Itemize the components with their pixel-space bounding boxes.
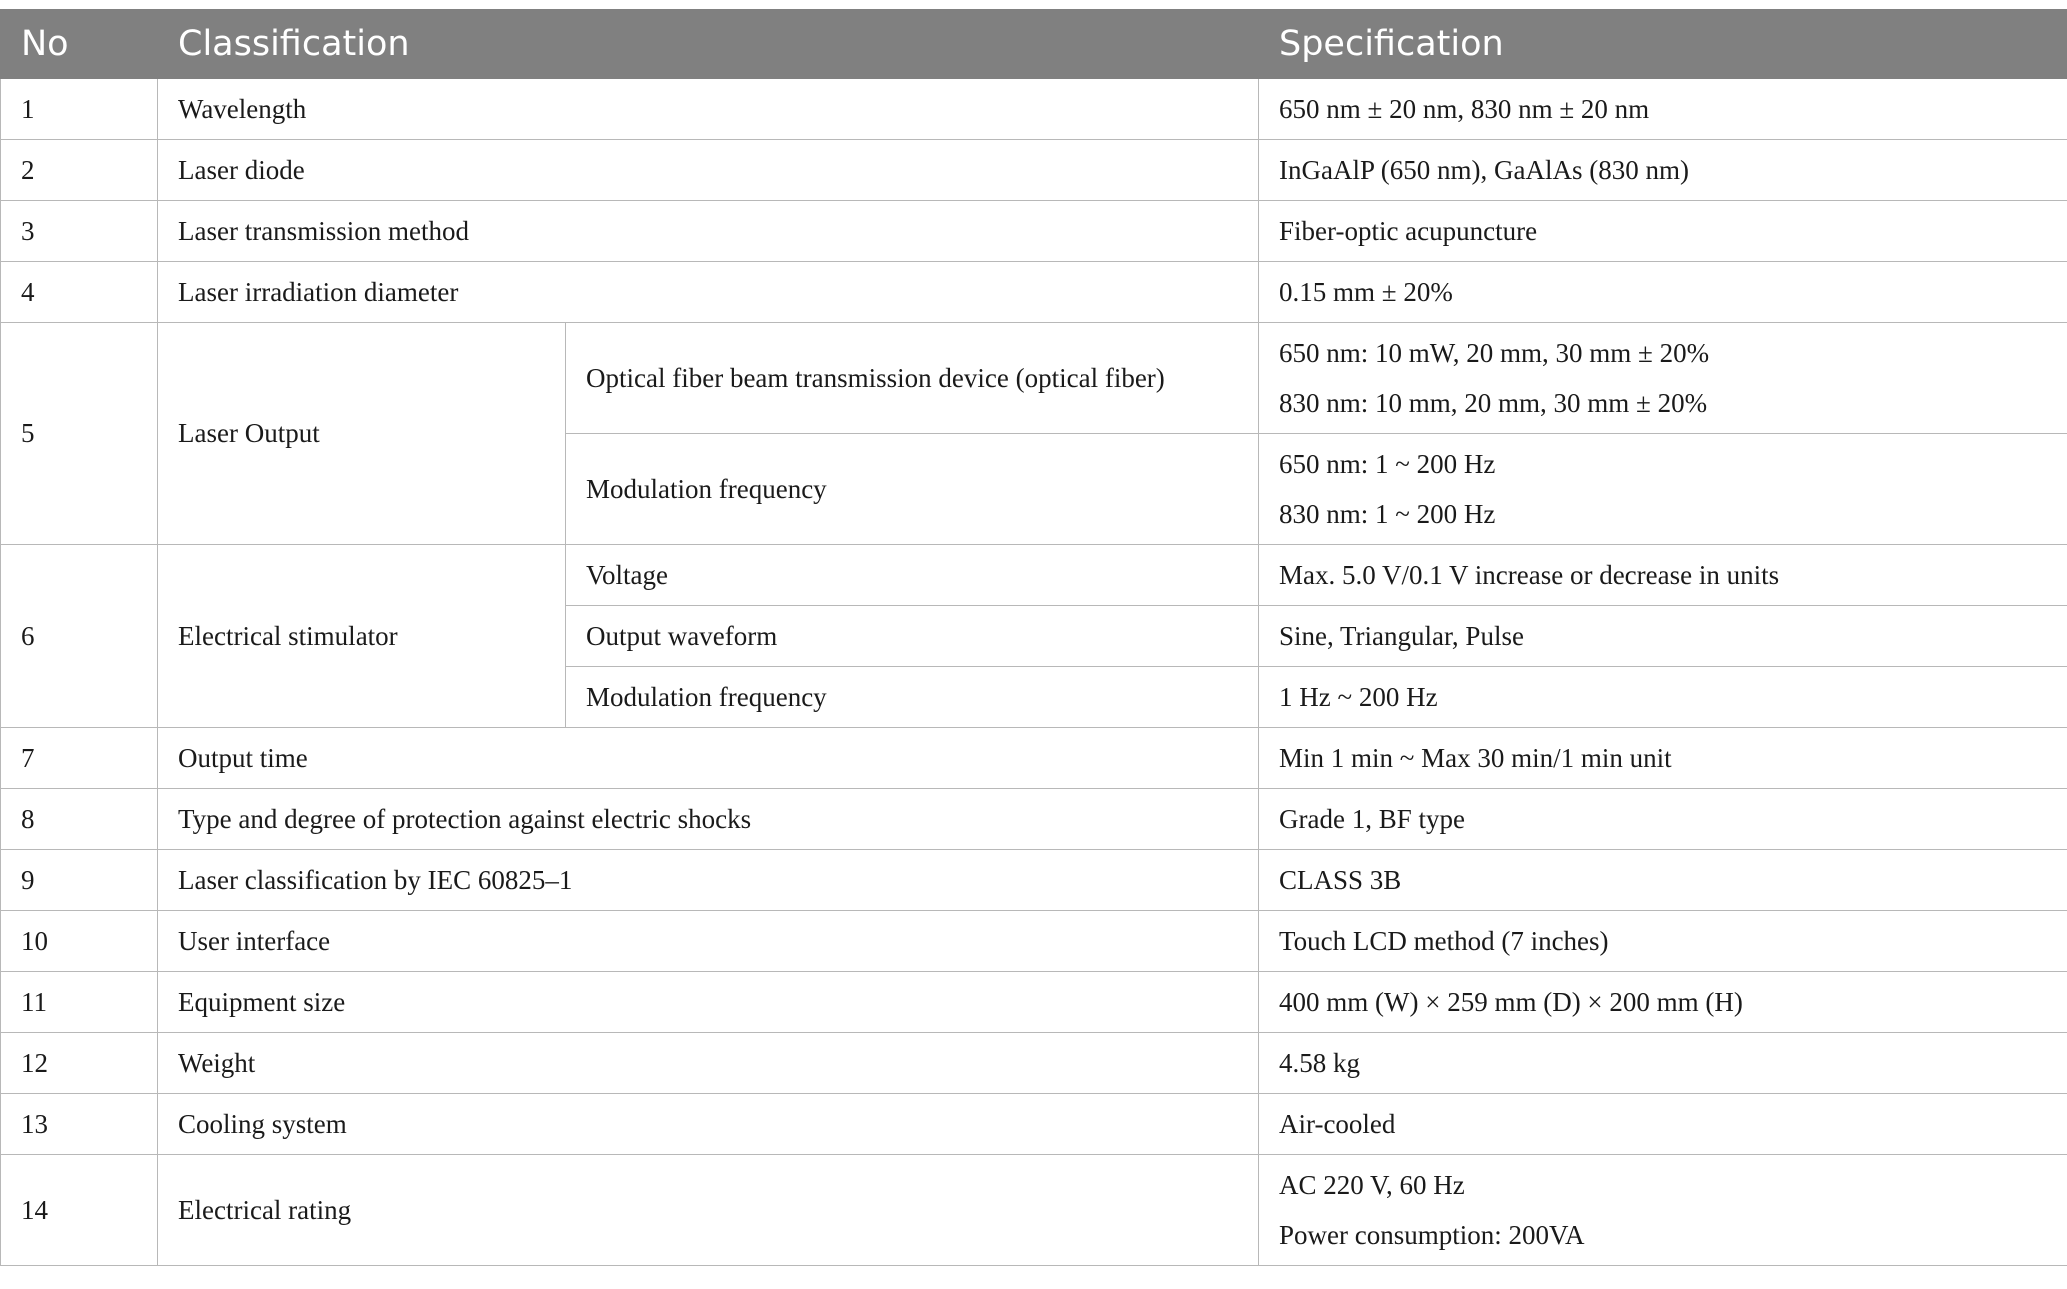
row-classification: User interface	[158, 911, 1259, 972]
row-classification: Laser irradiation diameter	[158, 262, 1259, 323]
row-classification: Laser transmission method	[158, 201, 1259, 262]
table-row	[1, 140, 2067, 201]
row-specification: 1 Hz ~ 200 Hz	[1259, 667, 2067, 728]
row-specification: Touch LCD method (7 inches)	[1259, 911, 2067, 972]
row-specification: 4.58 kg	[1259, 1033, 2067, 1094]
table-row	[1, 789, 2067, 850]
row-specification	[1259, 434, 2067, 545]
row-classification: Weight	[158, 1033, 1259, 1094]
table-row	[1, 545, 2067, 606]
row-specification: Grade 1, BF type	[1259, 789, 2067, 850]
table-header-row	[1, 10, 2067, 79]
row-no: 9	[1, 850, 158, 911]
table-row	[1, 1033, 2067, 1094]
row-classification: Output time	[158, 728, 1259, 789]
row-specification: Min 1 min ~ Max 30 min/1 min unit	[1259, 728, 2067, 789]
row-no: 13	[1, 1094, 158, 1155]
row-subclassification: Modulation frequency	[566, 667, 1259, 728]
row-specification: Fiber-optic acupuncture	[1259, 201, 2067, 262]
spec-line: AC 220 V, 60 Hz	[1279, 1170, 1465, 1200]
row-no: 5	[1, 323, 158, 545]
table-row	[1, 911, 2067, 972]
row-classification: Electrical stimulator	[158, 545, 566, 728]
row-no: 6	[1, 545, 158, 728]
row-subclassification: Output waveform	[566, 606, 1259, 667]
row-specification	[1259, 323, 2067, 434]
row-classification: Laser Output	[158, 323, 566, 545]
spec-line: 650 nm: 10 mW, 20 mm, 30 mm ± 20%	[1279, 338, 1710, 368]
table-row	[1, 728, 2067, 789]
header-specification: Specification	[1259, 10, 2067, 79]
table-row	[1, 201, 2067, 262]
row-no: 8	[1, 789, 158, 850]
row-no: 14	[1, 1155, 158, 1266]
row-classification: Equipment size	[158, 972, 1259, 1033]
header-classification: Classification	[158, 10, 1259, 79]
row-no: 4	[1, 262, 158, 323]
row-classification: Cooling system	[158, 1094, 1259, 1155]
row-no: 7	[1, 728, 158, 789]
row-no: 12	[1, 1033, 158, 1094]
row-subclassification: Modulation frequency	[566, 434, 1259, 545]
spec-line: 650 nm: 1 ~ 200 Hz	[1279, 449, 1496, 479]
row-no: 2	[1, 140, 158, 201]
row-specification: 650 nm ± 20 nm, 830 nm ± 20 nm	[1259, 79, 2067, 140]
row-classification: Wavelength	[158, 79, 1259, 140]
spec-line: Power consumption: 200VA	[1279, 1220, 1585, 1250]
spec-line: 830 nm: 10 mm, 20 mm, 30 mm ± 20%	[1279, 388, 1708, 418]
table-row	[1, 972, 2067, 1033]
row-no: 3	[1, 201, 158, 262]
row-specification: Air-cooled	[1259, 1094, 2067, 1155]
table-row	[1, 1094, 2067, 1155]
row-specification: Max. 5.0 V/0.1 V increase or decrease in units	[1259, 545, 2067, 606]
row-classification: Type and degree of protection against electric shocks	[158, 789, 1259, 850]
header-no: No	[1, 10, 158, 79]
row-no: 1	[1, 79, 158, 140]
row-no: 10	[1, 911, 158, 972]
specification-table	[0, 9, 2067, 1266]
row-specification: InGaAlP (650 nm), GaAlAs (830 nm)	[1259, 140, 2067, 201]
row-specification: 400 mm (W) × 259 mm (D) × 200 mm (H)	[1259, 972, 2067, 1033]
row-subclassification: Voltage	[566, 545, 1259, 606]
row-specification	[1259, 1155, 2067, 1266]
row-classification: Laser diode	[158, 140, 1259, 201]
row-no: 11	[1, 972, 158, 1033]
table-row	[1, 323, 2067, 434]
row-specification: Sine, Triangular, Pulse	[1259, 606, 2067, 667]
table-row	[1, 79, 2067, 140]
row-classification: Laser classification by IEC 60825–1	[158, 850, 1259, 911]
table-row	[1, 1155, 2067, 1266]
table-row	[1, 262, 2067, 323]
spec-line: 830 nm: 1 ~ 200 Hz	[1279, 499, 1496, 529]
row-classification: Electrical rating	[158, 1155, 1259, 1266]
row-subclassification: Optical fiber beam transmission device (optical fiber)	[566, 323, 1259, 434]
table-row	[1, 850, 2067, 911]
row-specification: 0.15 mm ± 20%	[1259, 262, 2067, 323]
row-specification: CLASS 3B	[1259, 850, 2067, 911]
